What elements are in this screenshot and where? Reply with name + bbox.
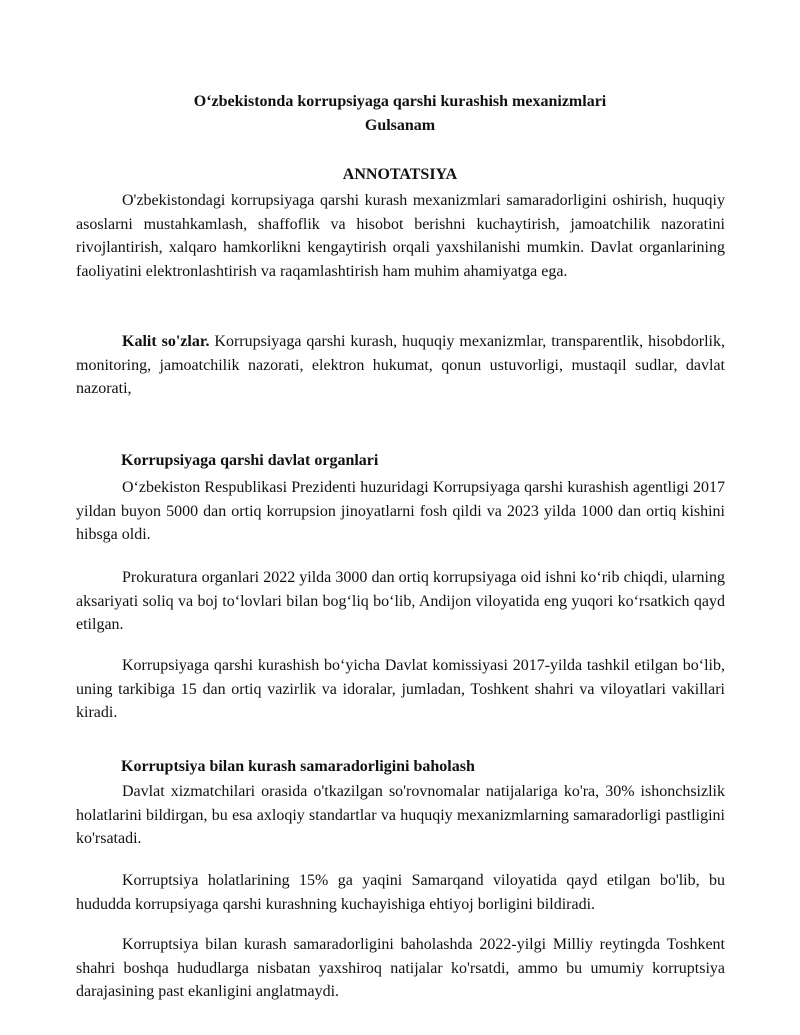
abstract-heading: ANNOTATSIYA xyxy=(342,166,458,183)
author-name: Gulsanam xyxy=(364,117,436,134)
keywords-text: Korrupsiyaga qarshi kurash, huquqiy mexanizmlar, transparentlik, hisobdorlik, monitoring, jamoatchilik nazorati, elektron hukumat, qonun ustuvorligi, mustaqil sudlar, davlat nazorati, xyxy=(76,333,725,397)
paragraph-state-commission: Korrupsiyaga qarshi kurashish bo‘yicha Davlat komissiyasi 2017-yilda tashkil etilgan bo‘lib, uning tarkibiga 15 dan ortiq vazirlik va idoralar, jumladan, Toshkent shahri va viloyatlari vakillari kiradi. xyxy=(76,657,725,721)
abstract-paragraph: O'zbekistondagi korrupsiyaga qarshi kurash mexanizmlari samaradorligini oshirish, huquqiy asoslarni mustahkamlash, shaffoflik va hisobot berishni kuchaytirish, jamoatchilik nazoratini rivojlantirish, xalqaro hamkorlikni kengaytirish orqali yaxshilanishi mumkin. Davlat organlarining faoliyatini elektronlashtirish va raqamlashtirish ham muhim ahamiyatga ega. xyxy=(76,192,725,280)
paragraph-national-rating: Korruptsiya bilan kurash samaradorligini baholashda 2022-yilgi Milliy reytingda Toshkent shahri boshqa hududlarga nisbatan yaxshiroq natijalar ko'rsatdi, ammo bu umumiy korruptsiya darajasining past ekanligini anglatmaydi. xyxy=(76,936,725,1000)
document-title: O‘zbekistonda korrupsiyaga qarshi kurashish mexanizmlari xyxy=(193,93,607,110)
keywords-label: Kalit so'zlar. xyxy=(122,333,210,350)
paragraph-samarkand: Korruptsiya holatlarining 15% ga yaqini Samarqand viloyatida qayd etilgan bo'lib, bu hududda korrupsiyaga qarshi kurashning kuchayishiga ehtiyoj borligini bildiradi. xyxy=(76,872,725,913)
paragraph-prosecution: Prokuratura organlari 2022 yilda 3000 dan ortiq korrupsiyaga oid ishni ko‘rib chiqdi, ularning aksariyati soliq va boj to‘lovlari bilan bog‘liq bo‘lib, Andijon viloyatida eng yuqori ko‘rsatkich qayd etilgan. xyxy=(76,569,725,633)
keywords-paragraph xyxy=(76,330,725,401)
paragraph-anticorruption-agency: O‘zbekiston Respublikasi Prezidenti huzuridagi Korrupsiyaga qarshi kurashish agentligi 2017 yildan buyon 5000 dan ortiq korrupsion jinoyatlarni fosh qildi va 2023 yilda 1000 dan ortiq kishini hibsga oldi. xyxy=(76,479,725,543)
section-heading-state-bodies: Korrupsiyaga qarshi davlat organlari xyxy=(121,452,379,469)
paragraph-survey-results: Davlat xizmatchilari orasida o'tkazilgan so'rovnomalar natijalariga ko'ra, 30% ishonchsizlik holatlarini bildirgan, bu esa axloqiy standartlar va huquqiy mexanizmlarning samaradorligi pastligini ko'rsatadi. xyxy=(76,783,725,847)
section-heading-effectiveness: Korruptsiya bilan kurash samaradorligini baholash xyxy=(121,758,475,775)
